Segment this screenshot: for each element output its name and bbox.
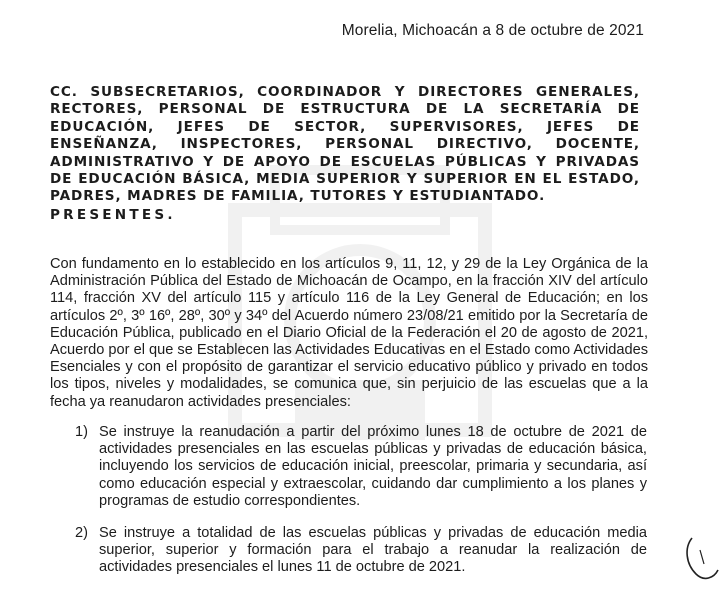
date-line: Morelia, Michoacán a 8 de octubre de 2021 — [341, 22, 644, 39]
instructions-list — [75, 424, 647, 590]
handwritten-mark — [630, 530, 720, 590]
list-item — [75, 525, 647, 577]
item-text: Se instruye a totalidad de las escuelas públicas y privadas de educación media superior, superior y formación para el trabajo a reanudar la realización de actividades presenciales el lunes 11 de octubre de 2021. — [99, 525, 647, 576]
item-number: 1) — [75, 424, 88, 440]
intro-paragraph: Con fundamento en lo establecido en los artículos 9, 11, 12, y 29 de la Ley Orgánica de la Administración Pública del Estado de Michoacán de Ocampo, en la fracción XIV del artículo 114, fracción XV del artículo 115 y artículo 116 de la Ley General de Educación; en los artículos 2º, 3º 16º, 28º, 30º y 34º del Acuerdo número 23/08/21 emitido por la Secretaría de Educación Pública, publicado en el Diario Oficial de la Federación el 20 de agosto de 2021, Acuerdo por el que se Establecen las Actividades Educativas en el Estado como Actividades Esenciales y con el propósito de garantizar el servicio educativo público y privado en todos los tipos, niveles y modalidades, se comunica que, sin perjuicio de las escuelas que a la fecha ya reanudaron actividades presenciales: — [50, 256, 648, 410]
item-number: 2) — [75, 525, 88, 542]
item-text: Se instruye la reanudación a partir del próximo lunes 18 de octubre de 2021 de actividades presenciales en las escuelas públicas y privadas de educación básica, incluyendo los servicios de educación inicial, preescolar, primaria y secundaria, así como educación especial y extraescolar, cuidando dar cumplimiento a los planes y programas de estudio correspondientes. — [99, 424, 647, 509]
list-item — [75, 424, 647, 510]
addressee-block: CC. SUBSECRETARIOS, COORDINADOR Y DIRECTORES GENERALES, RECTORES, PERSONAL DE ESTRUCTURA DE LA SECRETARÍA DE EDUCACIÓN, JEFES DE SECTOR, SUPERVISORES, JEFES DE ENSEÑANZA, INSPECTORES, PERSONAL DIRECTIVO, DOCENTE, ADMINISTRATIVO Y DE APOYO DE ESCUELAS PÚBLICAS Y PRIVADAS DE EDUCACIÓN BÁSICA, MEDIA SUPERIOR Y SUPERIOR EN EL ESTADO, PADRES, MADRES DE FAMILIA, TUTORES Y ESTUDIANTADO. — [50, 84, 640, 205]
presentes-heading: PRESENTES. — [50, 207, 176, 223]
